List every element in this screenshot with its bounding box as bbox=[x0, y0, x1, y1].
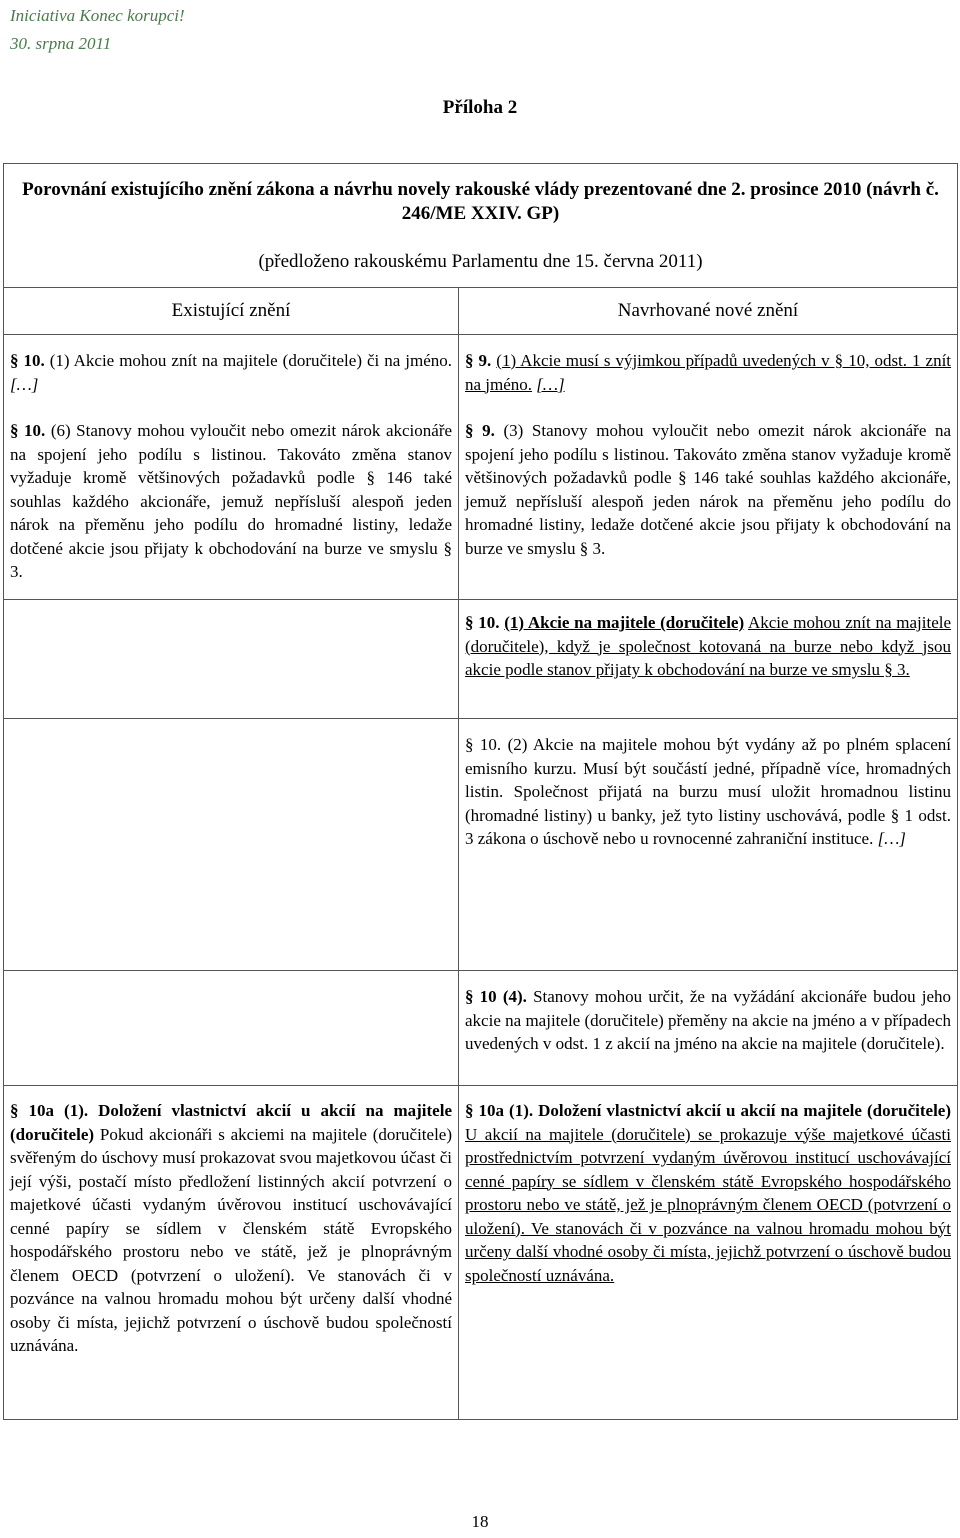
paragraph: § 10. (1) Akcie na majitele (doručitele) Akcie mohou znít na majitele (doručitele), když je společnost kotovaná na burze nebo když jsou akcie podle stanov přijaty k obchodování na burze ve smyslu § 3. bbox=[465, 613, 952, 679]
table-row-cell-left bbox=[4, 1086, 459, 1420]
table-row-cell-right bbox=[459, 971, 958, 1086]
comparison-table bbox=[3, 163, 958, 1420]
header-date: 30. srpna 2011 bbox=[10, 34, 112, 53]
page-number: 18 bbox=[471, 1512, 489, 1531]
table-row-cell-right bbox=[459, 1086, 958, 1420]
intro-subtitle: (předloženo rakouskému Parlamentu dne 15. června 2011) bbox=[258, 251, 703, 272]
document-title: Příloha 2 bbox=[442, 97, 518, 118]
table-row-cell-right bbox=[459, 600, 958, 719]
table-row-cell-right bbox=[459, 335, 958, 600]
table-row-cell-left bbox=[4, 719, 459, 971]
column-header-proposed: Navrhované nové znění bbox=[459, 288, 958, 335]
table-row-cell-left bbox=[4, 335, 459, 600]
intro-title: Porovnání existujícího znění zákona a návrhu novely rakouské vlády prezentované dne 2. prosince 2010 (návrh č. 246/ME XXIV. GP) bbox=[22, 179, 939, 224]
paragraph: § 10 (4). Stanovy mohou určit, že na vyžádání akcionáře budou jeho akcie na majitele (doručitele) přeměny na akcie na jméno a v případech uvedených v odst. 1 z akcií na jméno na akcie na majitele (doručitele). bbox=[465, 987, 952, 1053]
paragraph: § 10. (1) Akcie mohou znít na majitele (doručitele) či na jméno. […] bbox=[10, 351, 453, 394]
paragraph: § 10a (1). Doložení vlastnictví akcií u akcií na majitele (doručitele) Pokud akcionáři s akciemi na majitele (doručitele) svěřeným do úschovy musí prokazovat svou majetkovou účast či její výši, postačí místo předložení listinných akcií potvrzení o majetkové účasti vydaným úvěrovou institucí uschovávající cenné papíry se sídlem v členském státě Evropského hospodářského prostoru nebo ve státě, jež je plnoprávným členem OECD (potvrzení o uložení). Ve stanovách či v pozvánce na valnou hromadu mohou být určeny další vhodné osoby či místa, jejichž potvrzení o úschově budou společností uznávána. bbox=[10, 1101, 452, 1355]
column-header-existing: Existující znění bbox=[4, 288, 459, 335]
paragraph: § 10a (1). Doložení vlastnictví akcií u akcií na majitele (doručitele) U akcií na majitele (doručitele) se prokazuje výše majetkové účasti prostřednictvím potvrzení vydaným úvěrovou institucí uschovávající cenné papíry se sídlem v členském státě Evropského hospodářského prostoru nebo ve státě, jež je plnoprávným členem OECD (potvrzení o uložení). Ve stanovách či v pozvánce na valnou hromadu mohou být určeny další vhodné osoby či místa, jejichž potvrzení o úschově budou společností uznávána. bbox=[465, 1101, 952, 1285]
paragraph: § 9. (3) Stanovy mohou vyloučit nebo omezit nárok akcionáře na spojení jeho podílu s listinou. Takováto změna stanov vyžaduje kromě většinových požadavků podle § 146 také souhlas každého akcionáře, jemuž nepřísluší alespoň jeden nárok na přeměnu jeho podílu do hromadné listiny, ledaže dotčené akcie jsou přijaty k obchodování na burze ve smyslu § 3. bbox=[465, 421, 952, 558]
paragraph: § 10. (6) Stanovy mohou vyloučit nebo omezit nárok akcionáře na spojení jeho podílu s listinou. Takováto změna stanov vyžaduje kromě většinových požadavků podle § 146 také souhlas každého akcionáře, jemuž nepřísluší alespoň jeden nárok na přeměnu jeho podílu do hromadné listiny, ledaže dotčené akcie jsou přijaty k obchodování na burze ve smyslu § 3. bbox=[10, 421, 453, 581]
paragraph: § 9. (1) Akcie musí s výjimkou případů uvedených v § 10, odst. 1 znít na jméno. […] bbox=[465, 351, 952, 394]
table-row-cell-right bbox=[459, 719, 958, 971]
table-row-cell-left bbox=[4, 971, 459, 1086]
table-intro bbox=[4, 164, 958, 288]
paragraph: § 10. (2) Akcie na majitele mohou být vydány až po plném splacení emisního kurzu. Musí být součástí jedné, případně více, hromadných listin. Společnost přijatá na burzu musí uložit hromadnou listinu (hromadné listiny) u banky, jež tyto listiny uschovává, podle § 1 odst. 3 zákona o úschově nebo u rovnocenné zahraniční instituce. […] bbox=[465, 735, 952, 848]
table-row-cell-left bbox=[4, 600, 459, 719]
header-organization: Iniciativa Konec korupci! bbox=[10, 6, 185, 25]
